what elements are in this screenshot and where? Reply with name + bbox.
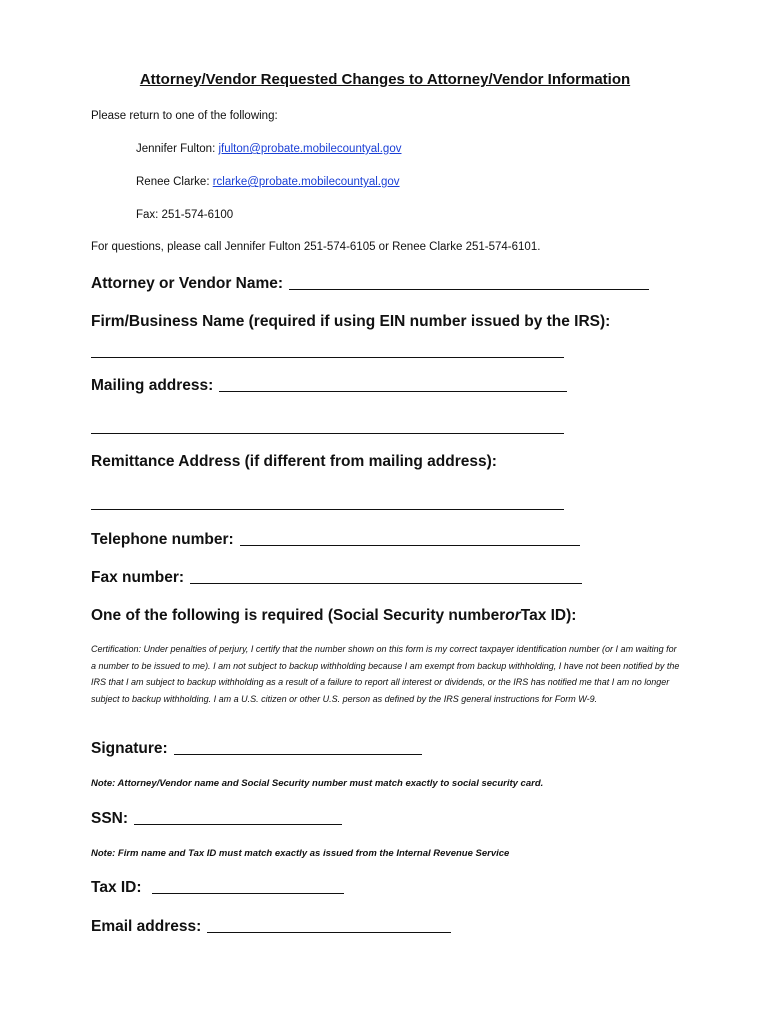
signature-input[interactable]: [174, 754, 422, 755]
email-label: Email address:: [91, 918, 202, 935]
contact-renee: [136, 176, 400, 188]
attorney-name-input[interactable]: [289, 289, 649, 290]
return-instructions: Please return to one of the following:: [91, 110, 278, 122]
ssn-label: SSN:: [91, 810, 129, 827]
mailing-address-label: Mailing address:: [91, 377, 214, 394]
email-link-jfulton[interactable]: jfulton@probate.mobilecountyal.gov: [218, 143, 402, 155]
fax-row: [91, 569, 582, 587]
id-requirement-heading: [91, 607, 576, 625]
attorney-name-row: [91, 275, 649, 293]
fax-contact: Fax: 251-574-6100: [136, 209, 234, 221]
contact-label: Renee Clarke:: [136, 176, 213, 188]
certification-text: Certification: Under penalties of perjury, I certify that the number shown on this form is my correct taxpayer identification number (or I am waiting for a number to be issued to me). I am not subject to backup withholding because I am exempt from backup withholding, I have not been notified by the IRS that I am subject to backup withholding as a result of a failure to report all interest or dividends, or the IRS has notified me that I am no longer subject to backup withholding. I am a U.S. citizen or other U.S. person as defined by the IRS general instructions for Form W-9.: [91, 644, 680, 704]
firm-name-input[interactable]: [91, 357, 564, 358]
remittance-address-row: [91, 453, 497, 471]
fax-label: Fax number:: [91, 569, 185, 586]
tax-id-note: Note: Firm name and Tax ID must match exactly as issued from the Internal Revenue Service: [91, 848, 510, 859]
id-requirement-text: One of the following is required (Social Security number: [91, 607, 506, 624]
email-input[interactable]: [207, 932, 451, 933]
signature-row: [91, 740, 422, 758]
id-requirement-or: or: [505, 607, 521, 624]
signature-label: Signature:: [91, 740, 168, 757]
mailing-address-row: [91, 377, 567, 395]
tax-id-row: [91, 879, 344, 897]
ssn-row: [91, 810, 342, 828]
email-link-rclarke[interactable]: rclarke@probate.mobilecountyal.gov: [212, 176, 400, 188]
attorney-name-label: Attorney or Vendor Name:: [91, 275, 284, 292]
telephone-input[interactable]: [240, 545, 580, 546]
telephone-label: Telephone number:: [91, 531, 234, 548]
tax-id-label: Tax ID:: [91, 879, 142, 896]
telephone-row: [91, 531, 580, 549]
remittance-address-input[interactable]: [91, 509, 564, 510]
email-row: [91, 918, 451, 936]
contact-label: Jennifer Fulton:: [136, 143, 219, 155]
ssn-note: Note: Attorney/Vendor name and Social Security number must match exactly to social security card.: [91, 778, 544, 789]
ssn-input[interactable]: [134, 824, 342, 825]
form-title: Attorney/Vendor Requested Changes to Attorney/Vendor Information: [139, 71, 631, 88]
mailing-address-input[interactable]: [219, 391, 567, 392]
tax-id-input[interactable]: [152, 893, 344, 894]
fax-input[interactable]: [190, 583, 582, 584]
questions-text: For questions, please call Jennifer Fulton 251-574-6105 or Renee Clarke 251-574-6101.: [91, 241, 541, 253]
id-requirement-text-end: Tax ID):: [520, 607, 577, 624]
firm-name-label: Firm/Business Name (required if using EIN number issued by the IRS):: [91, 313, 611, 330]
firm-name-row: [91, 313, 610, 331]
mailing-address-input-line2[interactable]: [91, 433, 564, 434]
remittance-address-label: Remittance Address (if different from mailing address):: [91, 453, 497, 470]
contact-jennifer: [136, 143, 401, 155]
